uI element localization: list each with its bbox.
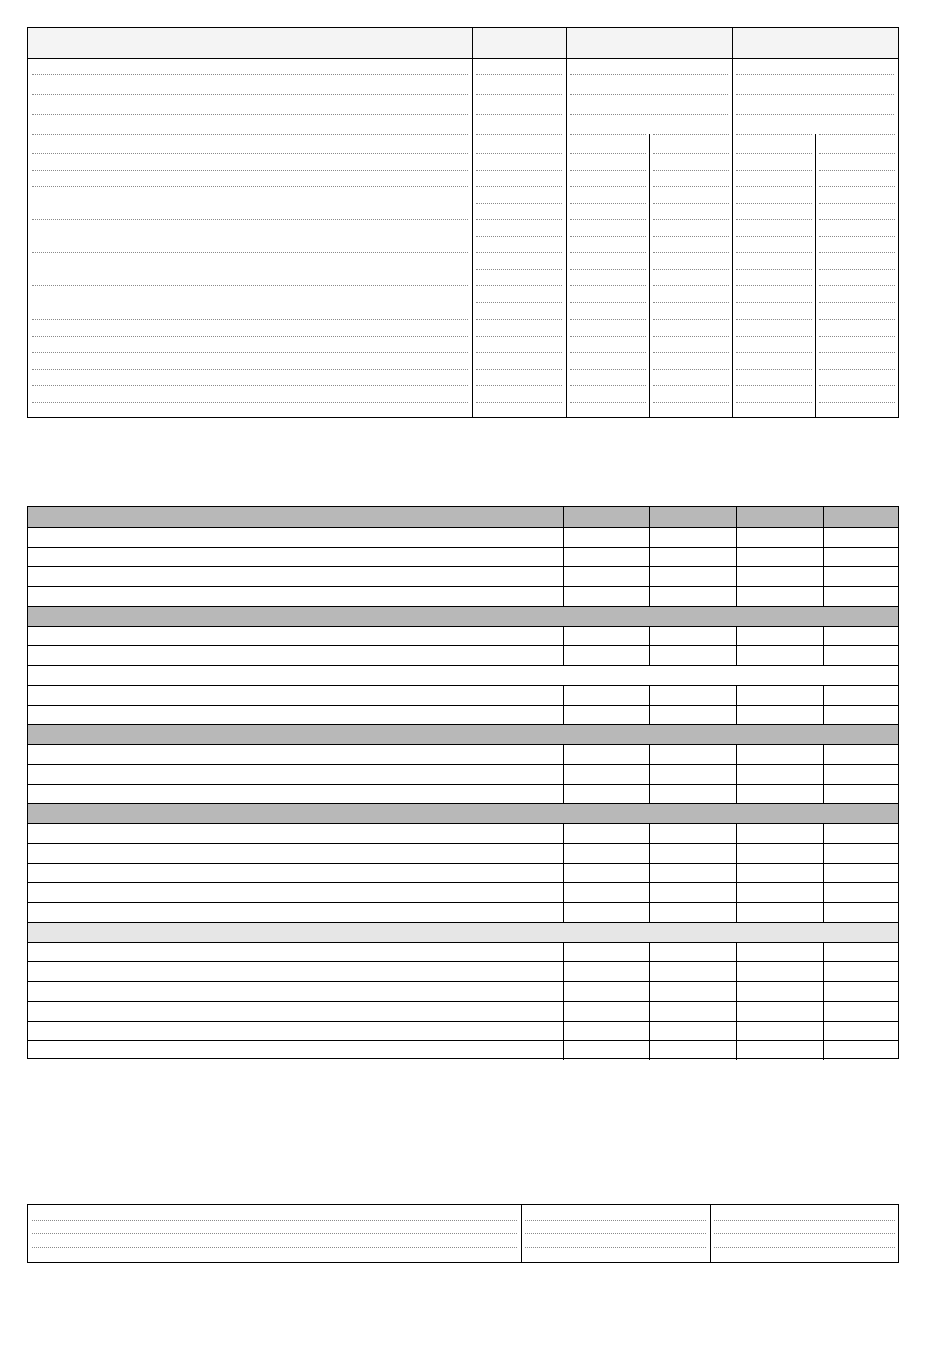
summary-col-divider (649, 1001, 650, 1021)
summary-section-band (28, 922, 898, 942)
summary-row-line (28, 705, 898, 706)
form-rule (736, 114, 894, 115)
summary-col-divider (563, 645, 564, 665)
form-rule (476, 114, 562, 115)
form-rule (819, 203, 895, 204)
footer-rule (714, 1233, 895, 1234)
form-rule (653, 219, 729, 220)
summary-row-line (28, 784, 898, 785)
summary-col-divider (736, 626, 737, 645)
summary-col-divider (823, 1021, 824, 1040)
summary-col-divider (736, 961, 737, 981)
summary-col-divider (823, 1001, 824, 1021)
form-rule (736, 336, 812, 337)
summary-col-divider (736, 645, 737, 665)
summary-col-divider (823, 566, 824, 586)
form-rule (819, 369, 895, 370)
footer-rule (32, 1220, 517, 1221)
form-rule (32, 186, 468, 187)
form-rule (476, 319, 562, 320)
form-rule (819, 170, 895, 171)
form-rule (476, 385, 562, 386)
form-rule (476, 203, 562, 204)
summary-row-line (28, 606, 898, 607)
summary-row-line (28, 586, 898, 587)
form-rule (653, 385, 729, 386)
form-rule (32, 352, 468, 353)
form-rule (32, 170, 468, 171)
form-rule (736, 252, 812, 253)
form-rule (736, 285, 812, 286)
form-rule (819, 252, 895, 253)
summary-row-line (28, 863, 898, 864)
summary-row-line (28, 685, 898, 686)
summary-col-divider (563, 764, 564, 784)
summary-col-divider (563, 547, 564, 566)
form-table-header (28, 28, 898, 59)
form-rule (653, 319, 729, 320)
form-rule (653, 336, 729, 337)
summary-col-divider (736, 744, 737, 764)
form-rule (653, 252, 729, 253)
form-rule (819, 219, 895, 220)
form-rule (736, 170, 812, 171)
summary-col-divider (649, 744, 650, 764)
form-rule (736, 186, 812, 187)
summary-col-divider (736, 784, 737, 803)
form-rule (476, 285, 562, 286)
summary-col-divider (736, 705, 737, 724)
form-rule (736, 219, 812, 220)
summary-col-divider (823, 961, 824, 981)
footer-col-divider (710, 1205, 711, 1262)
summary-col-divider (563, 566, 564, 586)
summary-col-divider (563, 823, 564, 843)
footer-rule (714, 1247, 895, 1248)
summary-col-divider (563, 744, 564, 764)
summary-col-divider (563, 942, 564, 961)
form-rule (819, 352, 895, 353)
form-rule (653, 134, 729, 135)
form-rule (736, 319, 812, 320)
form-rule (570, 114, 728, 115)
form-rule (819, 319, 895, 320)
summary-col-divider (823, 507, 824, 527)
form-rule (570, 170, 646, 171)
summary-section-band (28, 724, 898, 744)
form-rule (32, 94, 468, 95)
summary-col-divider (823, 863, 824, 882)
form-rule (570, 74, 728, 75)
form-rule (819, 302, 895, 303)
summary-col-divider (736, 942, 737, 961)
form-rule (476, 269, 562, 270)
form-rule (476, 94, 562, 95)
form-rule (653, 269, 729, 270)
summary-col-divider (649, 705, 650, 724)
summary-col-divider (563, 882, 564, 902)
form-rule (476, 352, 562, 353)
form-rule (570, 285, 646, 286)
form-rule (570, 153, 646, 154)
form-rule (570, 134, 646, 135)
summary-col-divider (736, 1021, 737, 1040)
summary-col-divider (563, 507, 564, 527)
footer-rule (32, 1233, 517, 1234)
summary-table (27, 506, 899, 1059)
form-rule (819, 385, 895, 386)
summary-col-divider (563, 863, 564, 882)
summary-col-divider (823, 547, 824, 566)
form-rule (736, 203, 812, 204)
form-rule (736, 369, 812, 370)
summary-col-divider (649, 566, 650, 586)
summary-row-line (28, 764, 898, 765)
form-rule (32, 385, 468, 386)
form-rule (736, 153, 812, 154)
summary-col-divider (823, 744, 824, 764)
form-rule (32, 252, 468, 253)
summary-col-divider (823, 527, 824, 547)
summary-col-divider (649, 547, 650, 566)
summary-col-divider (649, 507, 650, 527)
form-rule (570, 385, 646, 386)
form-rule (476, 74, 562, 75)
form-rule (653, 186, 729, 187)
summary-col-divider (736, 1040, 737, 1060)
summary-col-divider (563, 981, 564, 1001)
form-rule (570, 336, 646, 337)
summary-col-divider (563, 961, 564, 981)
summary-col-divider (736, 863, 737, 882)
form-rule (736, 402, 812, 403)
summary-row-line (28, 961, 898, 962)
summary-col-divider (823, 882, 824, 902)
form-rule (819, 336, 895, 337)
summary-row-line (28, 922, 898, 923)
summary-row-line (28, 626, 898, 627)
summary-col-divider (736, 1001, 737, 1021)
footer-rule (714, 1220, 895, 1221)
summary-col-divider (649, 586, 650, 606)
form-rule (476, 219, 562, 220)
form-rule (32, 369, 468, 370)
summary-col-divider (736, 843, 737, 863)
summary-row-line (28, 724, 898, 725)
summary-row-line (28, 843, 898, 844)
summary-col-divider (823, 784, 824, 803)
form-rule (653, 153, 729, 154)
summary-col-divider (563, 784, 564, 803)
summary-section-band (28, 606, 898, 626)
summary-row-line (28, 942, 898, 943)
summary-col-divider (563, 527, 564, 547)
summary-row-line (28, 803, 898, 804)
form-rule (736, 74, 894, 75)
summary-col-divider (563, 1021, 564, 1040)
form-rule (570, 236, 646, 237)
summary-row-line (28, 527, 898, 528)
summary-col-divider (649, 685, 650, 705)
summary-col-divider (823, 823, 824, 843)
summary-col-divider (823, 942, 824, 961)
form-rule (570, 186, 646, 187)
summary-row-line (28, 981, 898, 982)
summary-col-divider (563, 685, 564, 705)
footer-rule (525, 1220, 706, 1221)
form-rule (736, 302, 812, 303)
summary-row-line (28, 1021, 898, 1022)
summary-col-divider (649, 784, 650, 803)
form-rule (476, 302, 562, 303)
form-rule (570, 269, 646, 270)
form-rule (570, 402, 646, 403)
summary-col-divider (649, 981, 650, 1001)
footer-table (27, 1204, 899, 1263)
form-rule (653, 369, 729, 370)
summary-col-divider (823, 981, 824, 1001)
summary-col-divider (649, 645, 650, 665)
form-rule (476, 336, 562, 337)
form-rule (736, 269, 812, 270)
summary-col-divider (649, 882, 650, 902)
form-rule (32, 336, 468, 337)
form-rule (570, 252, 646, 253)
summary-col-divider (736, 547, 737, 566)
form-rule (819, 153, 895, 154)
form-rule (653, 402, 729, 403)
summary-col-divider (649, 902, 650, 922)
footer-rule (525, 1247, 706, 1248)
form-rule (476, 170, 562, 171)
form-rule (570, 219, 646, 220)
summary-col-divider (736, 527, 737, 547)
form-rule (819, 402, 895, 403)
summary-col-divider (649, 1040, 650, 1060)
summary-col-divider (736, 981, 737, 1001)
form-rule (570, 369, 646, 370)
form-rule (32, 319, 468, 320)
form-rule (476, 236, 562, 237)
form-rule (819, 236, 895, 237)
form-rule (736, 94, 894, 95)
form-rule (653, 302, 729, 303)
footer-rule (525, 1233, 706, 1234)
summary-col-divider (649, 764, 650, 784)
form-subcol-divider (815, 134, 816, 417)
summary-col-divider (563, 902, 564, 922)
summary-col-divider (823, 685, 824, 705)
summary-col-divider (823, 764, 824, 784)
form-rule (32, 219, 468, 220)
summary-row-line (28, 902, 898, 903)
form-rule (819, 186, 895, 187)
form-rule (570, 319, 646, 320)
summary-col-divider (823, 705, 824, 724)
summary-col-divider (563, 626, 564, 645)
form-rule (32, 285, 468, 286)
summary-col-divider (736, 507, 737, 527)
summary-col-divider (563, 586, 564, 606)
form-rule (736, 352, 812, 353)
summary-col-divider (649, 527, 650, 547)
summary-col-divider (823, 843, 824, 863)
summary-col-divider (823, 626, 824, 645)
form-table (27, 27, 899, 418)
summary-row-line (28, 744, 898, 745)
summary-col-divider (649, 823, 650, 843)
form-subcol-divider (649, 134, 650, 417)
summary-row-line (28, 665, 898, 666)
form-rule (653, 285, 729, 286)
summary-col-divider (823, 586, 824, 606)
footer-col-divider (521, 1205, 522, 1262)
summary-col-divider (649, 942, 650, 961)
form-rule (476, 186, 562, 187)
summary-col-divider (563, 705, 564, 724)
form-rule (653, 352, 729, 353)
form-rule (570, 302, 646, 303)
summary-col-divider (649, 961, 650, 981)
form-rule (653, 236, 729, 237)
summary-col-divider (736, 882, 737, 902)
form-col-divider (472, 28, 473, 417)
summary-col-divider (649, 843, 650, 863)
summary-col-divider (563, 1001, 564, 1021)
summary-col-divider (736, 586, 737, 606)
form-rule (736, 236, 812, 237)
form-rule (32, 153, 468, 154)
summary-row-line (28, 882, 898, 883)
footer-rule (32, 1247, 517, 1248)
summary-row-line (28, 1001, 898, 1002)
summary-row-line (28, 823, 898, 824)
form-rule (819, 269, 895, 270)
form-rule (653, 170, 729, 171)
form-rule (32, 134, 468, 135)
form-rule (32, 74, 468, 75)
form-rule (476, 402, 562, 403)
summary-row-line (28, 547, 898, 548)
summary-col-divider (649, 863, 650, 882)
form-rule (476, 252, 562, 253)
summary-col-divider (823, 1040, 824, 1060)
form-rule (570, 352, 646, 353)
summary-col-divider (736, 764, 737, 784)
summary-col-divider (823, 902, 824, 922)
summary-col-divider (649, 1021, 650, 1040)
form-col-divider (732, 28, 733, 417)
form-rule (819, 134, 895, 135)
form-rule (32, 402, 468, 403)
summary-col-divider (736, 685, 737, 705)
summary-row-line (28, 566, 898, 567)
form-rule (570, 203, 646, 204)
form-rule (570, 94, 728, 95)
summary-header-band (28, 507, 898, 527)
summary-col-divider (736, 566, 737, 586)
form-rule (32, 114, 468, 115)
form-rule (476, 369, 562, 370)
summary-section-band (28, 803, 898, 823)
summary-col-divider (823, 645, 824, 665)
summary-col-divider (563, 1040, 564, 1060)
form-rule (819, 285, 895, 286)
form-rule (476, 153, 562, 154)
form-rule (653, 203, 729, 204)
summary-col-divider (736, 902, 737, 922)
form-col-divider (566, 28, 567, 417)
form-rule (736, 134, 812, 135)
summary-col-divider (736, 823, 737, 843)
summary-row-line (28, 1040, 898, 1041)
summary-col-divider (563, 843, 564, 863)
form-rule (736, 385, 812, 386)
form-rule (476, 134, 562, 135)
summary-row-line (28, 645, 898, 646)
summary-col-divider (649, 626, 650, 645)
